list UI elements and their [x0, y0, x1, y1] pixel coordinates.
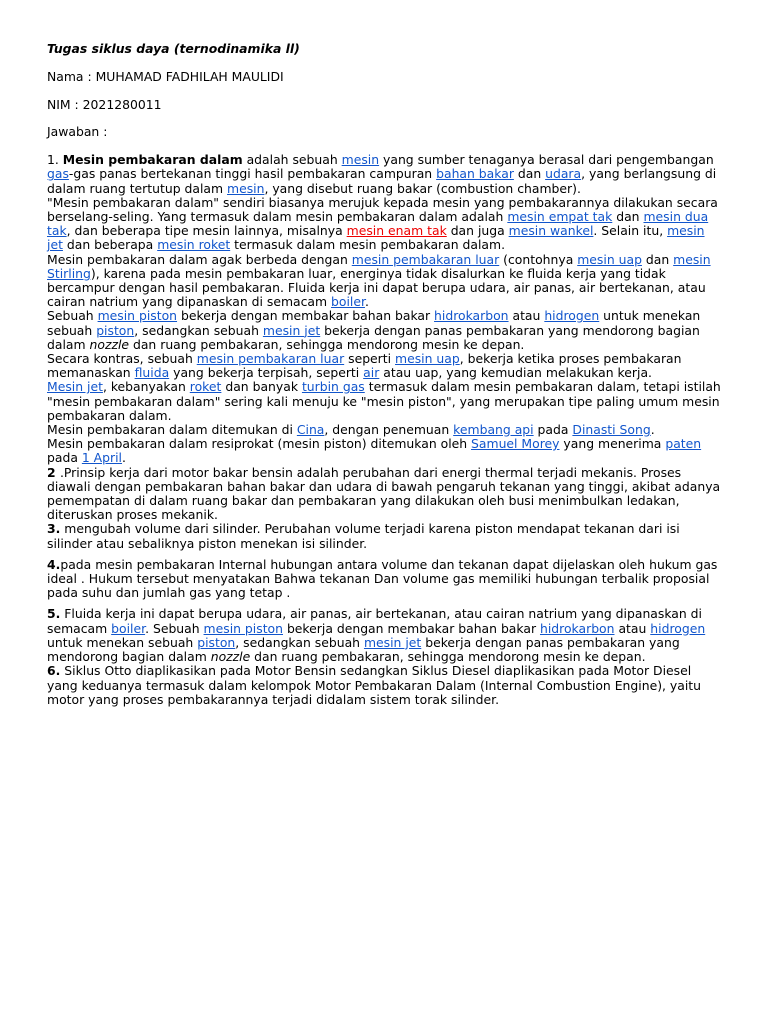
- link-mesin[interactable]: mesin: [227, 180, 265, 196]
- italic-text: nozzle: [89, 336, 130, 352]
- text-run: . Sebuah: [145, 620, 204, 636]
- text-run: dan: [513, 166, 546, 182]
- answer-1-paragraph: [47, 309, 723, 352]
- answer-1-paragraph: [47, 253, 723, 310]
- link-mesin-wankel[interactable]: mesin wankel: [508, 223, 594, 239]
- link-cina[interactable]: Cina: [296, 422, 325, 438]
- document-page: [47, 42, 723, 707]
- link-kembang-api[interactable]: kembang api: [453, 422, 534, 438]
- text-run: termasuk dalam mesin pembakaran dalam, tetapi istilah "mesin pembakaran dalam" sering kali menuju ke "mesin piston", yang merupakan tipe paling umum mesin pembakaran dalam.: [47, 379, 721, 423]
- link-piston[interactable]: piston: [96, 322, 135, 338]
- link-dinasti-song[interactable]: Dinasti Song: [572, 422, 651, 438]
- text-run: yang bekerja terpisah, seperti: [169, 365, 364, 381]
- text-run: 1.: [47, 152, 63, 168]
- bold-text: 6.: [47, 663, 61, 679]
- bold-text: 4.: [47, 556, 61, 572]
- text-run: untuk menekan sebuah: [47, 634, 198, 650]
- answer-heading: Jawaban :: [47, 124, 108, 140]
- text-run: dan: [612, 209, 644, 224]
- link-mesin-roket[interactable]: mesin roket: [157, 237, 231, 253]
- text-run: . Selain itu,: [593, 223, 668, 239]
- answer-1-paragraph: [47, 352, 723, 380]
- link-samuel-morey[interactable]: Samuel Morey: [471, 436, 560, 452]
- link-mesin-stirling[interactable]: mesin Stirling: [47, 251, 711, 281]
- link-mesin[interactable]: mesin: [341, 152, 380, 168]
- text-run: .: [364, 294, 369, 310]
- text-run: , sedangkan sebuah: [134, 322, 263, 338]
- text-run: .: [122, 450, 126, 466]
- link-mesin-piston[interactable]: mesin piston: [203, 620, 283, 636]
- text-run: , dengan penemuan: [324, 422, 454, 438]
- link-roket[interactable]: roket: [189, 379, 222, 395]
- link-paten[interactable]: paten: [665, 436, 702, 452]
- answer-1-paragraph: [47, 153, 723, 196]
- link-boiler[interactable]: boiler: [111, 620, 146, 636]
- link-mesin-piston[interactable]: mesin piston: [97, 308, 178, 324]
- answer-3-paragraph: [47, 522, 723, 550]
- text-run: pada: [533, 422, 573, 438]
- link-mesin-jet[interactable]: mesin jet: [363, 634, 422, 650]
- text-run: bekerja dengan membakar bahan bakar: [283, 620, 540, 636]
- answer-6-paragraph: [47, 664, 723, 707]
- text-run: , bekerja ketika proses pembakaran memanaskan: [47, 351, 682, 381]
- text-run: Secara kontras, sebuah: [47, 351, 197, 367]
- document-title: Tugas siklus daya (ternodinamika ll): [47, 41, 300, 56]
- answer-1-paragraph: [47, 423, 723, 437]
- text-run: atau: [508, 308, 545, 324]
- bold-text: Mesin pembakaran dalam: [62, 152, 243, 168]
- text-run: -gas panas bertekanan tinggi hasil pembakaran campuran: [68, 166, 437, 182]
- bold-text: 5.: [47, 606, 61, 622]
- bold-text: 3.: [47, 521, 61, 537]
- text-run: Mesin pembakaran dalam agak berbeda dengan: [47, 251, 352, 267]
- text-run: pada: [47, 450, 82, 466]
- link-mesin-enam-tak[interactable]: mesin enam tak: [346, 223, 447, 239]
- link-bahan-bakar[interactable]: bahan bakar: [436, 166, 514, 182]
- text-run: , yang berlangsung di dalam ruang tertutup dalam: [47, 166, 717, 196]
- text-run: bekerja dengan panas pembakaran yang mendorong bagian dalam: [47, 634, 680, 665]
- text-run: Fluida kerja ini dapat berupa udara, air panas, air bertekanan, atau cairan natrium yang dipanaskan di semacam: [47, 606, 702, 636]
- link-air[interactable]: air: [363, 365, 380, 381]
- answer-1-paragraph: [47, 380, 723, 423]
- text-run: dan ruang pembakaran, sehingga mendorong mesin ke depan.: [129, 336, 525, 352]
- text-run: "Mesin pembakaran dalam" sendiri biasanya merujuk kepada mesin yang pembakarannya dilakukan secara berselang-seling. Yang termasuk dalam mesin pembakaran dalam adalah: [47, 194, 718, 224]
- link-piston[interactable]: piston: [197, 634, 236, 650]
- text-run: untuk menekan sebuah: [47, 308, 701, 338]
- italic-text: nozzle: [210, 649, 251, 665]
- text-run: bekerja dengan membakar bahan bakar: [177, 308, 435, 324]
- text-run: .: [650, 422, 655, 438]
- link-mesin-empat-tak[interactable]: mesin empat tak: [507, 209, 613, 224]
- link-mesin-uap[interactable]: mesin uap: [395, 351, 460, 367]
- link-mesin-uap[interactable]: mesin uap: [577, 251, 642, 267]
- text-run: yang sumber tenaganya berasal dari pengembangan: [379, 152, 714, 168]
- link-gas[interactable]: gas: [47, 166, 69, 182]
- text-run: , sedangkan sebuah: [235, 634, 364, 650]
- text-run: yang menerima: [559, 436, 666, 452]
- link-turbin-gas[interactable]: turbin gas: [301, 379, 365, 395]
- bold-text: 2: [47, 464, 60, 480]
- link-udara[interactable]: udara: [545, 166, 582, 182]
- student-name: Nama : MUHAMAD FADHILAH MAULIDI: [47, 68, 284, 84]
- text-run: adalah sebuah: [242, 152, 342, 168]
- text-run: Mesin pembakaran dalam resiprokat (mesin piston) ditemukan oleh: [47, 436, 472, 452]
- text-run: bekerja dengan panas pembakaran yang mendorong bagian dalam: [47, 322, 700, 352]
- answer-1-paragraph: [47, 437, 723, 465]
- link-hidrogen[interactable]: hidrogen: [650, 620, 706, 636]
- link-hidrokarbon[interactable]: hidrokarbon: [539, 620, 615, 636]
- text-run: dan: [641, 251, 674, 267]
- text-run: atau uap, yang kemudian melakukan kerja.: [379, 365, 652, 381]
- link-mesin-pembakaran-luar[interactable]: mesin pembakaran luar: [196, 351, 345, 367]
- text-run: .Prinsip kerja dari motor bakar bensin adalah perubahan dari energi thermal terjadi mekanis. Proses diawali dengan pembakaran bahan bakar dan udara di bawah pengaruh tekanan yang tinggi, akibat adanya pemempatan di dalam ruang bakar dan pembakaran yang dilakukan oleh busi menimbulkan ledakan, diteruskan proses mekanik.: [47, 464, 721, 523]
- text-run: dan banyak: [221, 379, 302, 395]
- text-run: ), karena pada mesin pembakaran luar, energinya tidak disalurkan ke fluida kerja yang tidak bercampur dengan hasil pembakaran. Fluida kerja ini dapat berupa udara, air panas, air bertekanan, atau cairan natrium yang dipanaskan di semacam: [47, 265, 706, 310]
- link-mesin-pembakaran-luar[interactable]: mesin pembakaran luar: [351, 251, 500, 267]
- link-mesin-jet[interactable]: mesin jet: [262, 322, 321, 338]
- text-run: (contohnya: [499, 251, 578, 267]
- text-run: seperti: [344, 351, 396, 367]
- text-run: Siklus Otto diaplikasikan pada Motor Bensin sedangkan Siklus Diesel diaplikasikan pada Motor Diesel yang keduanya termasuk dalam kelompok Motor Pembakaran Dalam (Internal Combustion Engine), yaitu motor yang proses pembakarannya terjadi didalam sistem torak silinder.: [47, 663, 701, 707]
- answer-2-paragraph: [47, 466, 723, 523]
- answer-1-paragraph: [47, 196, 723, 253]
- text-run: , yang disebut ruang bakar (combustion chamber).: [264, 180, 581, 196]
- text-run: dan juga: [446, 223, 509, 239]
- student-nim: NIM : 2021280011: [47, 96, 162, 112]
- link-mesin-dua-tak[interactable]: mesin dua tak: [47, 209, 709, 239]
- link-mesin-jet[interactable]: Mesin jet: [47, 379, 103, 395]
- answer-4-paragraph: [47, 558, 723, 601]
- text-run: , kebanyakan: [102, 379, 190, 395]
- link-hidrogen[interactable]: hidrogen: [544, 308, 600, 324]
- link-mesin-jet[interactable]: mesin jet: [47, 223, 705, 253]
- link-boiler[interactable]: boiler: [331, 294, 365, 310]
- text-run: mengubah volume dari silinder. Perubahan volume terjadi karena piston mendapat tekanan dari isi silinder atau sebaliknya piston menekan isi silinder.: [47, 521, 680, 551]
- link-1-april[interactable]: 1 April: [81, 450, 123, 466]
- text-run: pada mesin pembakaran Internal hubungan antara volume dan tekanan dapat dijelaskan oleh hukum gas ideal . Hukum tersebut menyatakan Bahwa tekanan Dan volume gas memiliki hubungan terbalik proposial pada suhu dan jumlah gas yang tetap .: [47, 556, 718, 601]
- text-run: dan ruang pembakaran, sehingga mendorong mesin ke depan.: [250, 649, 646, 665]
- text-run: atau: [614, 620, 651, 636]
- text-run: , dan beberapa tipe mesin lainnya, misalnya: [66, 223, 347, 239]
- text-run: termasuk dalam mesin pembakaran dalam.: [230, 237, 506, 253]
- link-hidrokarbon[interactable]: hidrokarbon: [434, 308, 509, 324]
- link-fluida[interactable]: fluida: [134, 365, 170, 381]
- answer-5-paragraph: [47, 607, 723, 664]
- text-run: dan beberapa: [62, 237, 158, 253]
- text-run: Sebuah: [47, 308, 98, 324]
- text-run: Mesin pembakaran dalam ditemukan di: [47, 422, 297, 438]
